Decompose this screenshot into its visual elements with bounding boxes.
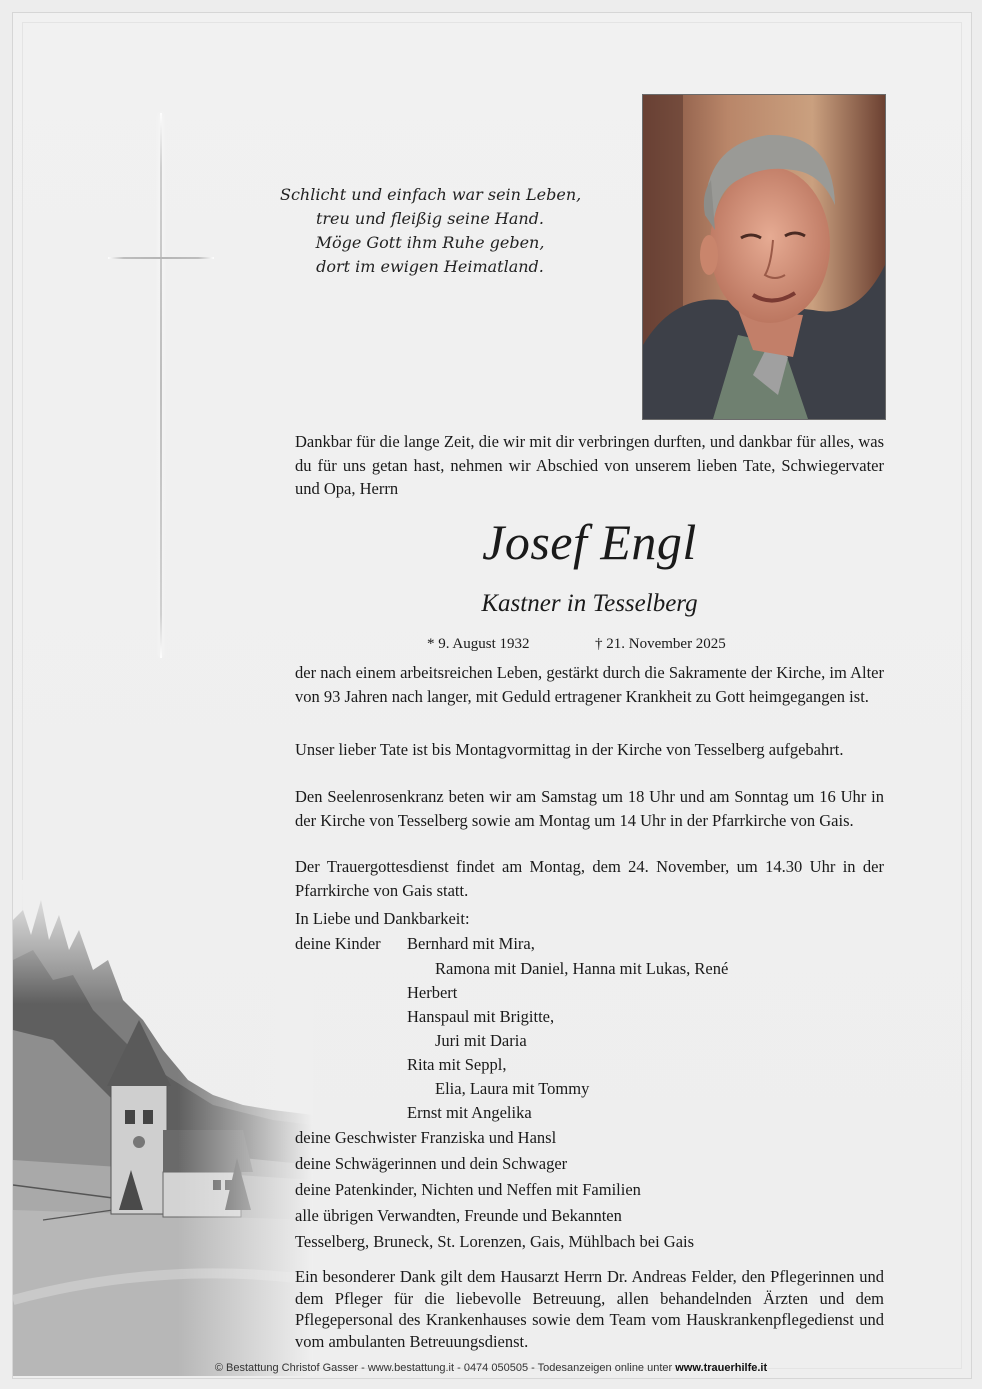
relatives-entry: deine Patenkinder, Nichten und Neffen mit Familien — [295, 1180, 641, 1199]
paragraph-laid-out: Unser lieber Tate ist bis Montagvormittag in der Kirche von Tesselberg aufgebahrt. — [295, 740, 844, 759]
footer-link[interactable]: www.trauerhilfe.it — [675, 1362, 768, 1374]
poem — [280, 183, 580, 279]
deceased-name: Josef Engl — [482, 514, 697, 570]
child-entry: Ernst mit Angelika — [407, 1103, 532, 1122]
child-entry: Elia, Laura mit Tommy — [435, 1079, 590, 1098]
child-entry: Bernhard mit Mira, — [407, 934, 535, 953]
birth-date: * 9. August 1932 — [427, 636, 530, 652]
child-entry: Rita mit Seppl, — [407, 1055, 507, 1074]
death-date: † 21. November 2025 — [595, 636, 726, 652]
life-dates — [295, 636, 884, 658]
intro-text: Dankbar für die lange Zeit, die wir mit dir verbringen durften, und dankbar für alles, was du für uns getan hast, nehmen wir Abschied von unserem lieben Tate, Schwiegervater und Opa, Herrn — [295, 432, 884, 498]
footer-text: © Bestattung Christof Gasser - www.bestattung.it - 0474 050505 - Todesanzeigen online unter — [214, 1362, 676, 1374]
places-entry: Tesselberg, Bruneck, St. Lorenzen, Gais, Mühlbach bei Gais — [295, 1232, 695, 1251]
child-entry: Ramona mit Daniel, Hanna mit Lukas, René — [435, 959, 729, 978]
mourners-heading: In Liebe und Dankbarkeit: — [295, 909, 470, 928]
relatives-entry: deine Schwägerinnen und dein Schwager — [295, 1154, 568, 1173]
paragraph-rosary: Den Seelenrosenkranz beten wir am Samstag um 18 Uhr und am Sonntag um 16 Uhr in der Kirche von Tesselberg sowie am Montag um 14 Uhr in der Pfarrkirche von Gais. — [295, 787, 884, 830]
portrait-photo — [642, 94, 886, 420]
poem-line: dort im ewigen Heimatland. — [316, 257, 544, 276]
cross-vertical-bar — [160, 113, 162, 658]
paragraph-death: der nach einem arbeitsreichen Leben, gestärkt durch die Sakramente der Kirche, im Alter von 93 Jahren nach langer, mit Geduld ertragener Krankheit zu Gott heimgegangen ist. — [295, 663, 884, 706]
poem-line: Möge Gott ihm Ruhe geben, — [315, 233, 545, 252]
portrait-illustration — [643, 95, 885, 419]
child-entry: Hanspaul mit Brigitte, — [407, 1007, 555, 1026]
paragraph-funeral: Der Trauergottesdienst findet am Montag, dem 24. November, um 14.30 Uhr in der Pfarrkirche von Gais statt. — [295, 857, 884, 900]
deceased-subtitle: Kastner in Tesselberg — [481, 590, 698, 617]
poem-line: Schlicht und einfach war sein Leben, — [280, 185, 582, 204]
children-label: deine Kinder — [295, 934, 381, 953]
relatives-entry: alle übrigen Verwandten, Freunde und Bekannten — [295, 1206, 622, 1225]
poem-line: treu und fleißig seine Hand. — [315, 209, 545, 228]
relatives-entry: deine Geschwister Franziska und Hansl — [295, 1128, 557, 1147]
footer — [12, 1362, 970, 1374]
child-entry: Herbert — [407, 983, 458, 1002]
church-landscape-image — [13, 880, 313, 1376]
thanks-paragraph: Ein besonderer Dank gilt dem Hausarzt Herrn Dr. Andreas Felder, den Pflegerinnen und dem Pfleger für die liebevolle Betreuung, allen behandelnden Ärzten und dem Pflegepersonal des Krankenhauses sowie dem Team vom Hauskrankenpflegedienst und vom ambulanten Betreuungsdienst. — [295, 1267, 884, 1351]
cross-horizontal-bar — [108, 257, 214, 259]
child-entry: Juri mit Daria — [435, 1031, 527, 1050]
